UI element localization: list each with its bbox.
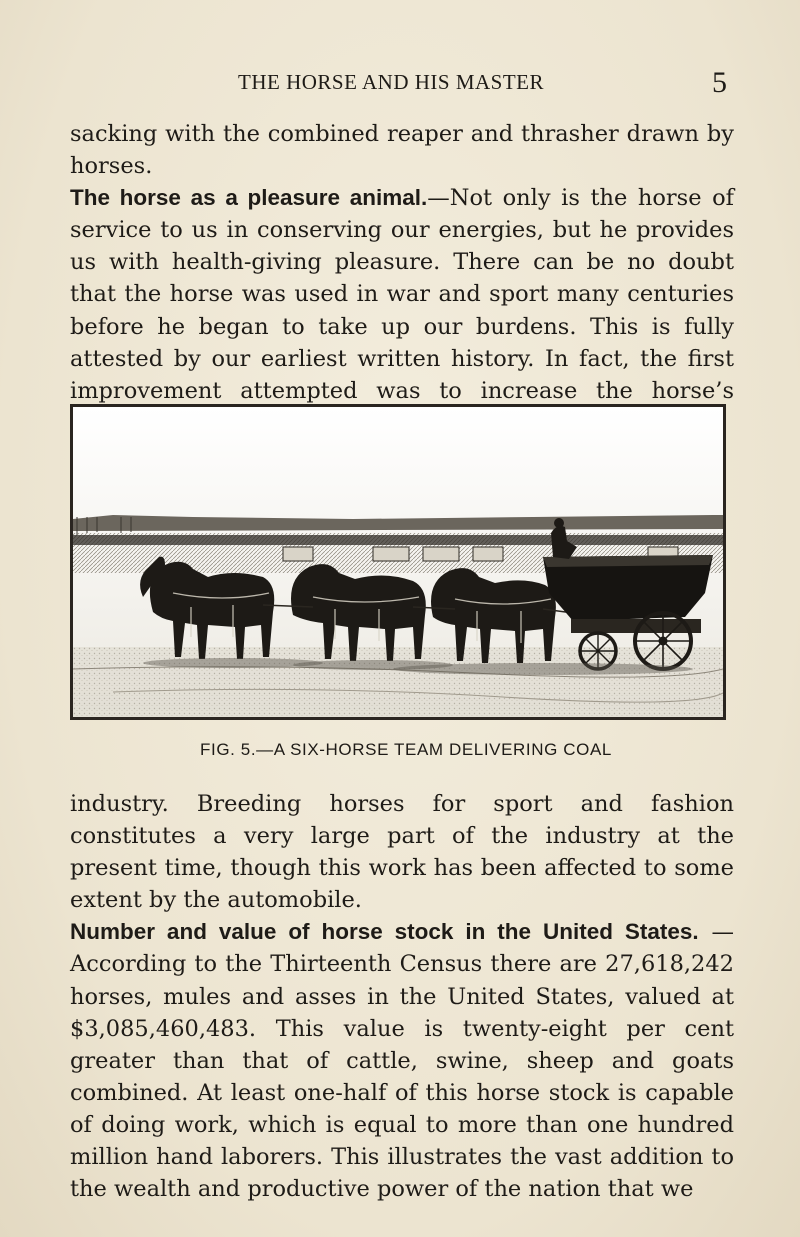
paragraph [70,916,734,1205]
paragraph-text: industry. Breeding horses for sport and fashion constitutes a very large part of the industry at the present time, though this work has been affected to some extent by the automobile. [70,791,734,914]
paragraph [70,118,734,182]
paragraph [70,182,734,439]
body-text-bottom [70,788,734,1205]
horse-team-photo [73,407,723,717]
running-head [0,66,800,106]
paragraph-lead: The horse as a pleasure animal. [70,185,428,211]
figure-caption: FIG. 5.—A SIX-HORSE TEAM DELIVERING COAL [200,740,612,759]
body-text-top [70,118,734,439]
paragraph-text: —Not only is the horse of service to us in conserving our energies, but he provides us with health-giving pleasure. There can be no doubt that the horse was used in war and sport many centuries before he began to take up our burdens. This is fully attested by our earliest written history. In fact, the first improvement attempted was to increase the horse’s [70,185,734,404]
paragraph-lead: Number and value of horse stock in the United States. [70,919,699,945]
paragraph-text: —According to the Thirteenth Census there are 27,618,242 horses, mules and asses in the United States, valued at $3,085,460,483. This value is twenty-eight per cent greater than that of cattle, swine, sheep and goats combined. At least one-half of this horse stock is capable of doing work, which is equal to more than one hundred million hand laborers. This illustrates the vast addition to the wealth and productive power of the nation that we [70,919,734,1203]
figure-photo [70,404,726,720]
running-title: THE HORSE AND HIS MASTER [238,70,545,94]
paragraph-text: sacking with the combined reaper and thrasher drawn by horses. [70,121,734,180]
paragraph [70,788,734,916]
page-number: 5 [712,66,727,99]
